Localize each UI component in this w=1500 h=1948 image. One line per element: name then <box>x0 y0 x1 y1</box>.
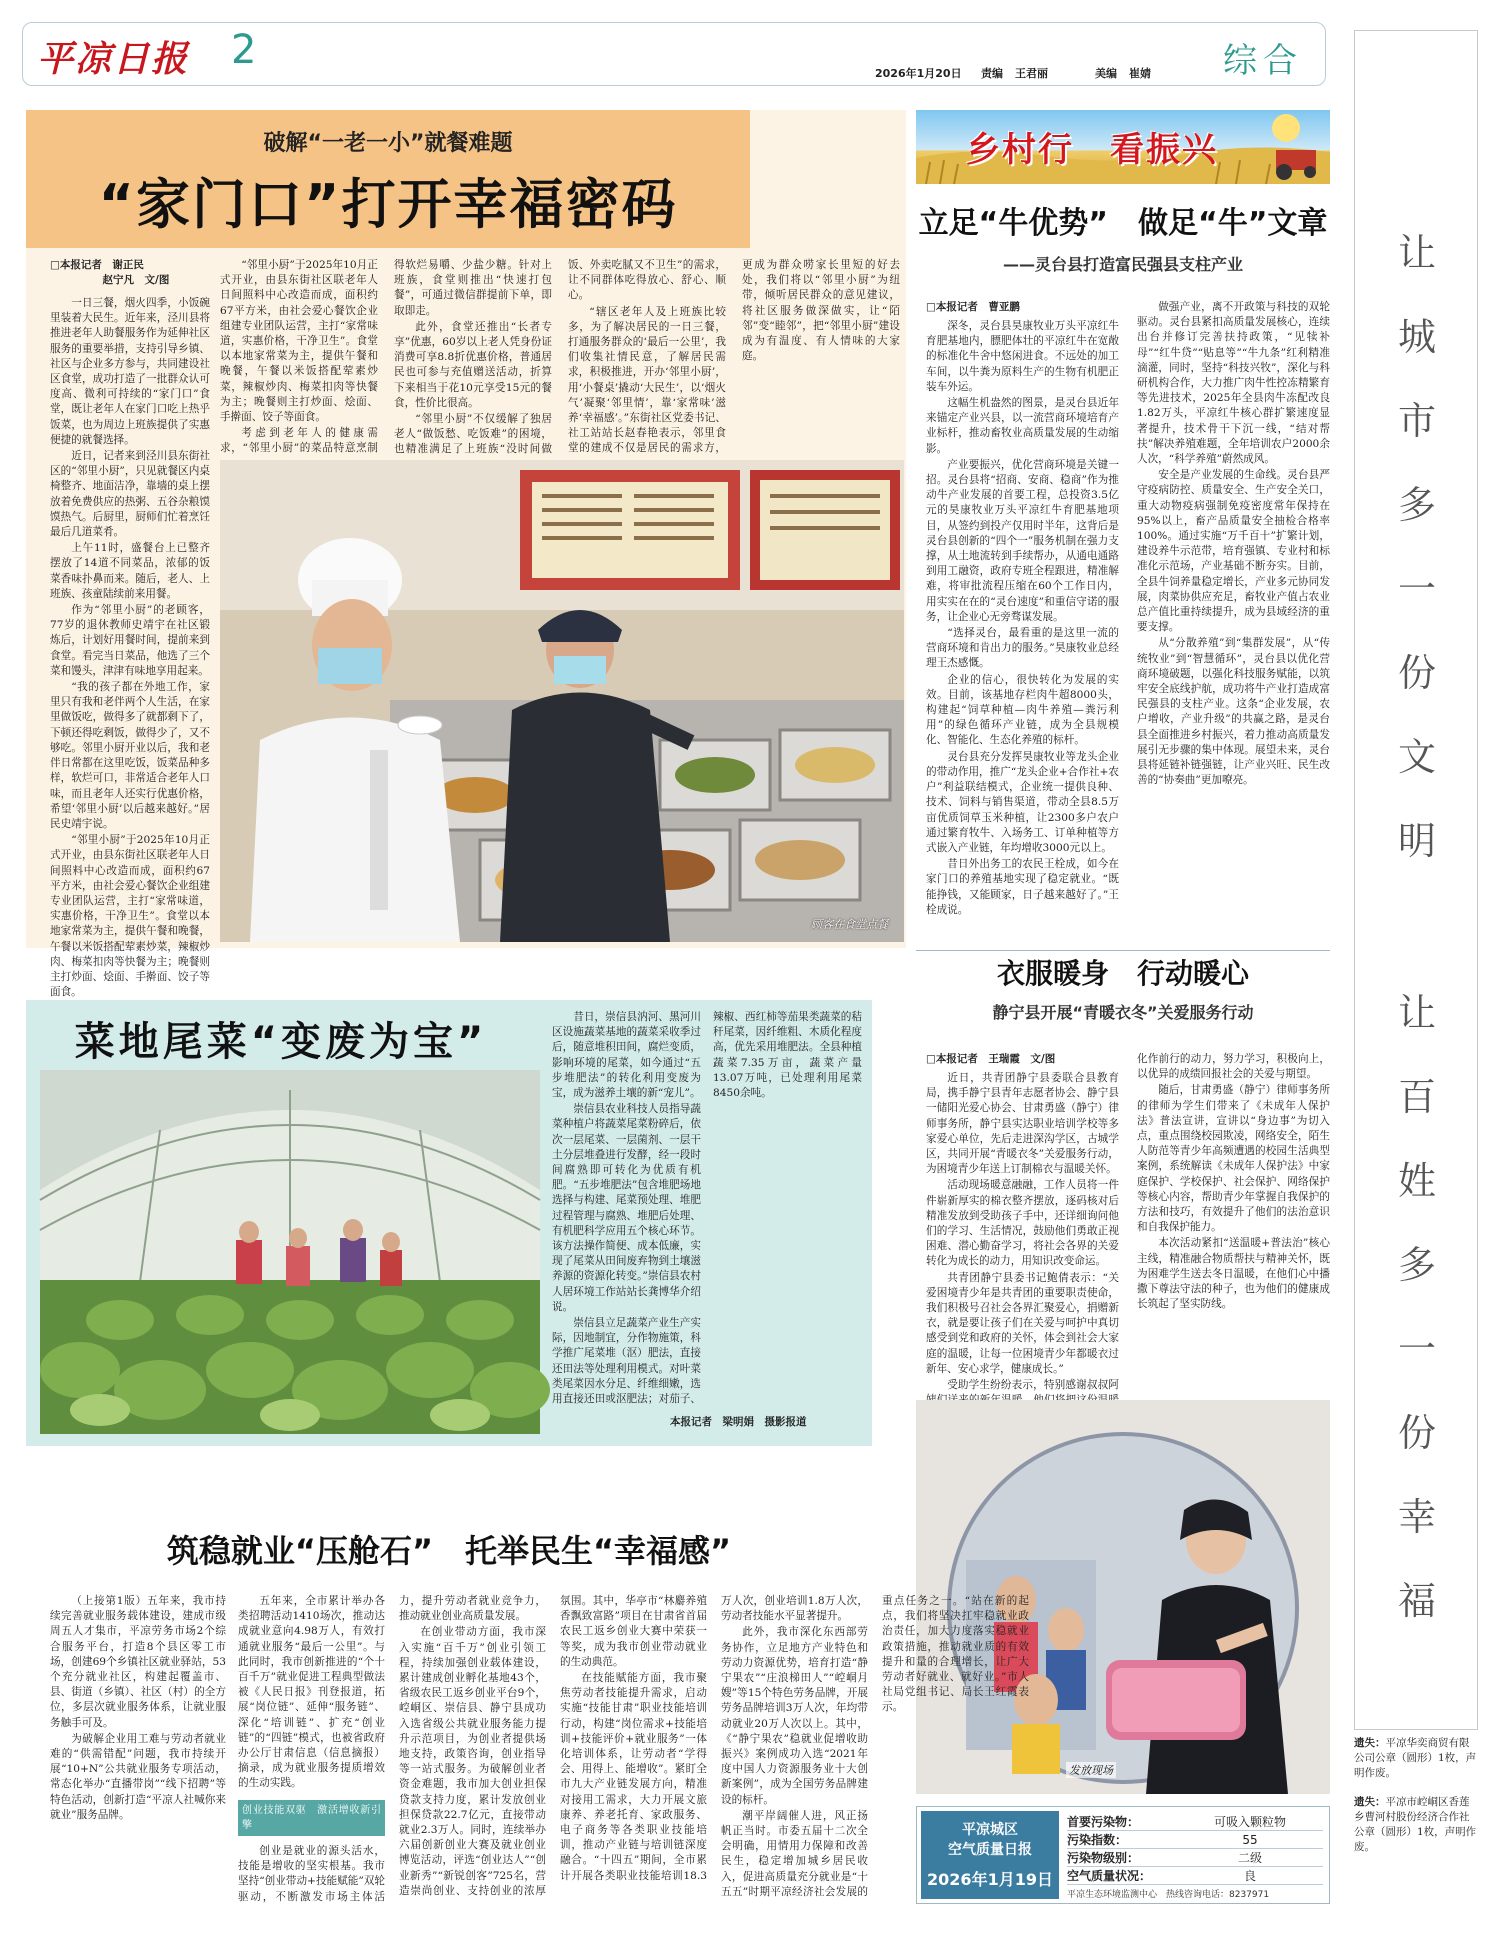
article4-body <box>552 1010 862 1410</box>
paragraph: 共青团静宁县委书记鲍倩表示：“关爱困境青少年是共青团的重要职责使命，我们积极号召社会各界汇聚爱心，捐赠新衣，就是要让孩子们在关爱与呵护中真切感受到党和政府的关怀，体会到社会大家庭的温暖，让每一位困境青少年都暖衣过新年、安心求学，健康成长。” <box>926 1271 1119 1375</box>
paragraph: 企业的信心，很快转化为发展的实效。目前，该基地存栏肉牛超8000头，构建起“饲草种植—肉牛养殖—粪污利用”的绿色循环产业链，成为全县规模化、智能化、生态化养殖的标杆。 <box>926 673 1119 747</box>
paragraph: 在技能赋能方面，我市聚焦劳动者技能提升需求，启动实施“技能甘肃”职业技能培训行动，构建“岗位需求+技能培训+技能评价+就业服务”一体化培训体系，让劳动者“学得会、用得上、能增收”。紧盯全市九大产业链发展方向，精准对接用工需求，大力开展文旅康养、养老托育、家政服务、电子商务等各类职业技能培训，推动产业链与培训链深度融合。“十四五”期间，全市累计开展各类职业技能培训18.3万人次，创业培训1.8万人次，劳动者技能水平显著提升。 <box>560 1595 868 1882</box>
paragraph: 昔日，崇信县汭河、黑河川区设施蔬菜基地的蔬菜采收季过后，随意堆积田间，腐烂变质，影响环境的尾菜，如今通过“五步堆肥法”的转化利用变废为宝，成为滋养土壤的新“宠儿”。 <box>552 1011 701 1100</box>
article1-headline: “家门口”打开幸福密码 <box>98 173 678 236</box>
editor-label: 责编 <box>981 67 1003 80</box>
slogan-char: 明 <box>1397 819 1436 863</box>
paragraph: 崇信县立足蔬菜产业生产实际，因地制宜，分作物施策，科学推广尾菜堆（沤）肥法，直接还田法等处理利用模式。对叶菜类尾菜因水分足、纤维细嫩，选用直接还田或沤肥法；对茄子、辣椒、西红柿等茄果类蔬菜的秸秆尾菜，因纤维粗、木质化程度高，优先采用堆肥法。全县种植蔬菜7.35万亩，蔬菜产量13.07万吨，已处理利用尾菜8450余吨。 <box>552 1011 862 1406</box>
slogan-line-2 <box>1375 971 1459 1643</box>
paragraph: “辖区老年人及上班族比较多，为了解决居民的一日三餐，打通服务群众的‘最后一公里’，我们收集社情民意，了解居民需求，积极推进，开办‘邻里小厨’，用‘小餐桌’撬动‘大民生’，以‘烟火气’凝聚‘邻里情’，靠‘家常味’滋养‘幸福感’。”东街社区党委书记、社工站站长赵春艳表示，邻里食堂的建成不仅是居民的需求方，更成为群众唠家长里短的好去处，我们将以“邻里小厨”为纽带，倾听居民群众的意见建议，将社区服务做深做实，让“陌邻”变“睦邻”，把“邻里小厨”建设成为有温度、有人情味的大家庭。 <box>568 259 900 455</box>
paragraph: 五年来，全市累计举办各类招聘活动1410场次，推动达成就业意向4.98万人，有效打通就业服务“最后一公里”。与此同时，我市创新推进的“个十百千万”就业促进工程典型做法被《人民日报》刊登报道，拓展“岗位链”、延伸“服务链”、深化“培训链”、扩充“创业链”的“四链”模式，也被省政府办公厅甘肃信息（信息摘报）摘录，成为就业服务提质增效的生动实践。 <box>238 1595 385 1790</box>
slogan-char: 百 <box>1397 1075 1436 1119</box>
notices <box>1354 1736 1478 1869</box>
canteen-photo-illustration <box>220 460 904 942</box>
aqi-row <box>1067 1813 1323 1831</box>
paragraph: 这幅生机盎然的图景，是灵台县近年来锚定产业兴县，以一流营商环境培育产业标杆，推动畜牧业高质量发展的生动缩影。 <box>926 397 1119 455</box>
paragraph: 崇信县农业科技人员指导蔬菜种植户将蔬菜尾菜粉碎后，依次一层尾菜、一层菌剂、一层干土分层堆叠进行发酵，经一段时间腐熟即可转化为优质有机肥。“五步堆肥法”包含堆肥场地选择与构建、尾菜预处理、堆肥过程管理与腐熟、堆肥后处理、有机肥科学应用五个核心环节。该方法操作简便、成本低廉，实现了尾菜从田间废弃物到土壤滋养源的资源化转变。”崇信县农村人居环境工作站站长龚博华介绍说。 <box>552 1103 701 1313</box>
paragraph: （上接第1版）五年来，我市持续完善就业服务载体建设，建成市级周五人才集市，平凉劳务市场2个综合服务平台，打造8个县区零工市场，创建69个乡镇社区就业驿站，53个充分就业社区，构建起覆盖市、县、街道（乡镇）、社区（村）的全方位，多层次就业服务体系，让就业服务触手可及。 <box>50 1595 226 1729</box>
article4-headline: 菜地尾菜“变废为宝” <box>74 1019 488 1065</box>
divider-right-1 <box>916 950 1330 951</box>
slogan-char: 多 <box>1397 483 1436 527</box>
paragraph: 受助学生纷纷表示，特别感谢叔叔阿 化作前行的动力，努力学习，积极向上，以优异的成绩回报社会的关爱与期望。 <box>947 1053 1330 1392</box>
article2-subhead: ——灵台县打造富民强县支柱产业 <box>1002 255 1243 274</box>
paragraph: 随后，甘肃勇盛（静宁）律师事务所的律师为学生们带来了《未成年人保护法》普法宣讲，宣讲以“身边事”为切入点，重点围绕校园欺凌，网络安全，陌生人防范等青少年高频遭遇的校园生活典型案例，系统解读《未成年人保护法》中家庭保护、学校保护、社会保护、网络保护等核心内容，帮助青少年掌握自我保护的方法和技巧，有效提升了他们的法治意识和自我保护能力。 <box>1137 1084 1330 1234</box>
masthead-logo: 平凉日报 <box>37 38 190 80</box>
aqi-row-value: 55 <box>1242 1833 1258 1847</box>
aqi-row <box>1067 1849 1323 1867</box>
article2-headline: 立足“牛优势” 做足“牛”文章 <box>918 206 1328 241</box>
aqi-date: 2026年1月19日 <box>927 1870 1053 1889</box>
slogan-char: 市 <box>1397 399 1436 443</box>
aqi-row-value: 二级 <box>1237 1851 1262 1865</box>
slogan-char: 多 <box>1397 1243 1436 1287</box>
paragraph: 近日，共青团静宁县委联合县教育局，携手静宁县青年志愿者协会、静宁县一储阳光爱心协会、甘肃勇盛（静宁）律师事务所，静宁县实达职业培训学校等多家爱心单位，先后走进深沟学区，古城学区，共同开展“青暖衣冬”关爱服务行动，为困境青少年送上订制棉衣与温暖关怀。 <box>926 1072 1119 1176</box>
paragraph: 创业是就业的源头活水，技能是增收的坚实根基。我市坚持“创业带动+技能赋能”双轮驱动，不断激发市场主体活力，提升劳动者就业竞争力，推动就业创业高质量发展。 <box>238 1595 546 1903</box>
slogan-char: 一 <box>1397 1327 1436 1371</box>
notice-item <box>1354 1795 1478 1855</box>
slogan-char: 城 <box>1397 315 1436 359</box>
notice-title: 遗失： <box>1354 1796 1386 1808</box>
paragraph: “邻里小厨”于2025年10月正式开业，由县东街社区联老年人日间照料中心改造而成，面积约67平方米，由社会爱心餐饮企业组建专业团队运营，主打“家常味道，实惠价格，干净卫生”。食堂以本地家常菜为主，提供午餐和晚餐，午餐以米饭搭配荤素炒菜，辣椒炒肉、梅菜扣肉等快餐为主；晚餐则主打炒面、烩面、手擀面、饺子等面食。 <box>220 259 378 424</box>
aqi-table <box>1067 1813 1323 1885</box>
paragraph: 一日三餐，烟火四季，小饭碗里装着大民生。近年来，泾川县将推进老年人助餐服务作为延伸社区服务的重要举措，支持引导乡镇、社区与企业多方参与，共同建设社区食堂，成功打造了一批群众认可度高、微利可持续的“家门口”食堂，既让老年人在家门口吃上热乎饭菜，也为周边上班族提供了实惠便捷的就餐选择。 <box>50 297 210 446</box>
rural-banner <box>916 110 1330 184</box>
paragraph: 此外，我市深化东西部劳务协作，立足地方产业特色和劳动力资源优势，培育打造“静宁果农”“庄浪梯田人”“崆峒月嫂”等15个特色劳务品牌，开展劳务品牌培训3万人次，年均带动就业20万人次以上。其中，《“静宁果农”稳就业促增收助振兴》案例成功入选“2021年度中国人力资源服务业十大创新案例”，成为全国劳务品牌建设的标杆。 <box>721 1626 868 1806</box>
paragraph: 活动现场暖意融融，工作人员将一件件崭新厚实的棉衣整齐摆放，逐码核对后精准发放到受助孩子手中，还详细询问他们的学习、生活情况，鼓励他们勇敢正视困难、潜心勤奋学习，将社会各界的关爱转化为成长的动力，用知识改变命运。 <box>926 1179 1119 1268</box>
paragraph: 做强产业，离不开政策与科技的双轮驱动。灵台县紧扣高质量发展核心，连续出台并修订完善扶持政策，“见犊补母”“红牛贷”“贴息等”“牛九条”红利精准滴灌，同时，坚持“科技兴牧”，深化与科研机构合作，大力推广肉牛性控冻精繁育等先进技术，2025年全县肉牛冻配改良1.82万头，平凉红牛核心群扩繁速度显著提升，技术骨干下沉一线，“结对帮扶”解决养殖难题，全年培训农户2000余人次，“科学养殖”蔚然成风。 <box>1137 301 1330 466</box>
article4-credit: 本报记者 梁明娟 摄影报道 <box>670 1416 807 1428</box>
slogan-line-1 <box>1375 211 1459 883</box>
aqi-title-panel <box>921 1811 1059 1899</box>
rural-banner-text: 乡村行 看振兴 <box>966 130 1218 170</box>
notice-title: 遗失： <box>1354 1737 1386 1749</box>
editor-name: 王君丽 <box>1015 67 1048 80</box>
paragraph: 昔日外出务工的农民王栓成，如今在家门口的养殖基地实现了稳定就业。“既能挣钱，又能顾家，日子越来越好了。”王栓成说。 <box>926 858 1119 916</box>
article1-topbar <box>750 110 906 248</box>
article1-byline-2: 赵宁凡 文/图 <box>50 274 170 286</box>
greenhouse-illustration <box>40 1070 540 1434</box>
aqi-row-label: 首要污染物： <box>1067 1815 1140 1829</box>
paragraph: 本次活动紧扣“送温暖+普法治”核心主线，精准融合物质帮扶与精神关怀，既为困难学生送去冬日温暖，在他们心中播撒下尊法守法的种子，也为他们的健康成长筑起了坚实防线。 <box>1137 1237 1330 1311</box>
paragraph: 在创业带动方面，我市深入实施“百千万”创业引领工程，持续加强创业载体建设，累计建成创业孵化基地43个，省级农民工返乡创业平台9个，崆峒区、崇信县、静宁县成功入选省级公共就业服务能力提升示范项目，为创业者提供场地支持，政策咨询，创业指导等一站式服务。为破解创业者资金难题，我市加大创业担保贷款支持力度，累计发放创业担保贷款22.7亿元，直接带动就业2.3万人。同时，连续举办六届创新创业大赛及就业创业博览活动，评选“创业达人”“创业新秀”“新锐创客”725名，营造崇尚创业、支持创业的浓厚氛围。其中，华亭市“林麝养殖香飘致富路”项目在甘肃省首届农民工返乡创业大赛中荣获一等奖，成为我市创业带动就业的生动典范。 <box>399 1595 707 1897</box>
article5-headline: 筑稳就业“压舱石” 托举民生“幸福感” <box>166 1532 732 1570</box>
article3-headline: 衣服暖身 行动暖心 <box>996 957 1249 990</box>
paragraph: 近日，记者来到泾川县东街社区的“邻里小厨”，只见就餐区内桌椅整齐、地面洁净，靠墙的桌上摆放着免费供应的热粥、五谷杂粮馍馍热气。后厨里，厨师们忙着烹饪最后几道菜肴。 <box>50 450 210 539</box>
paragraph: 从“分散养殖”到“集群发展”，从“传统牧业”到“智慧循环”，灵台县以优化营商环境破题，以强化科技服务赋能，以筑牢安全底线护航，成功将牛产业打造成富民强县的支柱产业。这条“企业发展，农户增收，产业升级”的共赢之路，是灵台县全面推进乡村振兴，着力推动高质量发展引无步骤的集中体现。展望未来，灵台县将延链补链强链，让产业兴旺、民生改善的“协奏曲”更加嘹亮。 <box>1137 637 1330 787</box>
masthead <box>22 22 1326 86</box>
slogan-char: 让 <box>1397 231 1436 275</box>
aqi-footer: 平凉生态环境监测中心 热线咨询电话：8237971 <box>1067 1890 1270 1900</box>
aqi-box <box>916 1806 1330 1904</box>
slogan-panel <box>1354 30 1478 1730</box>
issue-date: 2026年1月20日 <box>875 67 962 80</box>
slogan-char: 一 <box>1397 567 1436 611</box>
aqi-row-label: 污染指数： <box>1067 1833 1128 1847</box>
slogan-char: 份 <box>1397 1411 1436 1455</box>
paragraph: 上午11时，盛餐台上已整齐摆放了14道不同菜品，浓郁的饭菜香味扑鼻而来。随后，老人、上班族、孩童陆续前来用餐。 <box>50 542 210 600</box>
article1-header <box>26 110 750 248</box>
page-number: 2 <box>231 27 257 73</box>
slogan-char: 份 <box>1397 651 1436 695</box>
article2-byline: □本报记者 曹亚鹏 <box>926 301 1020 313</box>
aqi-row <box>1067 1831 1323 1849</box>
article3-photo-caption: 发放现场 <box>1066 1762 1116 1778</box>
article3-body <box>926 1052 1330 1414</box>
paragraph: 为破解企业用工难与劳动者就业难的“供需错配”问题，我市持续开展“10+N”公共就业服务专项活动，常态化举办“直播带岗”“线下招聘”等特色活动，创新打造“平凉人社喊你来就业”服务品牌。 <box>50 1732 226 1821</box>
article1-column-1 <box>50 258 210 999</box>
article1-kicker: 破解“一老一小”就餐难题 <box>263 131 513 156</box>
slogan-char: 福 <box>1397 1579 1436 1623</box>
article2-body <box>926 300 1330 940</box>
paragraph: 潮平岸阔催人进，风正扬帆正当时。市委五届十二次全会明确，用情用力保障和改善民生，稳定增加城乡居民收入，促进高质量充分就业是“十五五”时期平凉经济社会发展的重点任务之一。“站在新的起点，我们将坚决扛牢稳就业政治责任，加大力度落实稳就业政策措施，推动就业质的有效提升和量的合理增长，让广大劳动者好就业、就好业。”市人社局党组书记、局长王红霞表示。 <box>721 1595 1029 1898</box>
slogan-char: 幸 <box>1397 1495 1436 1539</box>
paragraph: 考虑到老年人的健康需求，“邻里小厨”的菜品特意烹制得软烂易嚼、少盐少糖。针对上班族，食堂则推出“快速打包餐”，可通过微信群提前下单，即取即走。 <box>220 259 552 455</box>
article5-section-label: 创业技能双驱 激活增收新引擎 <box>238 1800 385 1836</box>
paragraph: 产业要振兴，优化营商环境是关键一招。灵台县将“招商、安商、稳商”作为推动牛产业发展的首要工程，总投资3.5亿元的昊康牧业万头平凉红牛育肥基地项目，从签约到投产仅用时半年，这背后是灵台县创新的“四个一”服务机制在强力支撑，从土地流转到手续帮办，从通电通路到用工融资，政府专班全程跟进，精准解难，将审批流程压缩在60个工作日内，用实实在在的“灵台速度”和重信守诺的服务，让企业心无旁骛谋发展。 <box>926 458 1119 623</box>
notice-text: 平凉华奕商贸有限公司公章（圆形）1枚，声明作废。 <box>1354 1737 1477 1779</box>
paragraph: “我的孩子都在外地工作，家里只有我和老伴两个人生活，在家里做饭吃，做得多了就都剩下了，下顿还得吃剩饭，做得少了，又不够吃。邻里小厨开业以后，我和老伴日常都在这里吃饭，饭菜品种多样，软烂可口，非常适合老年人口味，而且老年人还实行优惠价格，希望‘邻里小厨’以后越来越好。”居民史靖宇说。 <box>50 681 210 830</box>
aqi-row <box>1067 1867 1323 1885</box>
paragraph: “邻里小厨”不仅缓解了独居老人“做饭愁、吃饭难”的困境，也精准满足了上班族“没时间做饭、外卖吃腻又不卫生”的需求，让不同群体吃得放心、舒心、顺心。 <box>394 259 726 456</box>
aqi-row-label: 污染物级别： <box>1067 1851 1140 1865</box>
article1-photo <box>220 460 904 942</box>
article1-byline-1: □本报记者 谢正民 <box>50 259 144 271</box>
aqi-title-2: 空气质量日报 <box>948 1842 1032 1858</box>
paragraph: “选择灵台，最看重的是这里一流的营商环境和肯出力的服务。”昊康牧业总经理王杰感慨。 <box>926 627 1119 670</box>
slogan-char: 姓 <box>1397 1159 1436 1203</box>
paragraph: 作为“邻里小厨”的老顾客，77岁的退休教师史靖宇在社区锻炼后，计划好用餐时间，提前来到食堂。看完当日菜品，他选了三个菜和馒头，津津有味地享用起来。 <box>50 604 210 677</box>
article3-byline: □本报记者 王瑞霞 文/图 <box>926 1053 1056 1065</box>
paragraph: 此外，食堂还推出“长者专享”优惠，60岁以上老人凭身份证消费可享8.8折优惠价格，普通居民也可参与充值赠送活动，折算下来相当于花10元享受15元的餐食，性价比很高。 <box>394 320 552 409</box>
aqi-title-1: 平凉城区 <box>962 1822 1018 1838</box>
article3-subhead: 静宁县开展“青暖衣冬”关爱服务行动 <box>992 1003 1254 1022</box>
article1-column-2 <box>220 258 900 458</box>
paragraph: “邻里小厨”于2025年10月正式开业，由县东街社区联老年人日间照料中心改造而成，面积约67平方米，由社会爱心餐饮企业组建专业团队运营，主打“家常味道，实惠价格，干净卫生”。食堂以本地家常菜为主，提供午餐和晚餐，午餐以米饭搭配荤素炒菜，辣椒炒肉、梅菜扣肉等快餐为主；晚餐则主打炒面、烩面、手擀面、饺子等面食。 <box>50 834 210 999</box>
aqi-row-label: 空气质量状况： <box>1067 1869 1152 1883</box>
slogan-char: 让 <box>1397 991 1436 1035</box>
article1-photo-caption: 顾客在食堂点餐 <box>811 918 888 931</box>
notice-text: 平凉市崆峒区香莲乡曹河村股份经济合作社公章（圆形）1枚，声明作废。 <box>1354 1796 1477 1853</box>
article4-photo <box>40 1070 540 1434</box>
aqi-row-value: 可吸入颗粒物 <box>1213 1815 1286 1829</box>
notice-item <box>1354 1736 1478 1781</box>
paragraph: 灵台县充分发挥昊康牧业等龙头企业的带动作用，推广“龙头企业+合作社+农户”利益联结模式，企业统一提供良种、技术、饲料与销售渠道，带动全县8.5万亩优质饲草玉米种植，让2300多户农户通过繁育牧牛、入场务工、订单种植等方式嵌入产业链，年均增收3000元以上。 <box>926 750 1119 854</box>
section-name: 综合 <box>1223 41 1303 81</box>
designer-label: 美编 <box>1095 67 1117 80</box>
paragraph: 深冬，灵台县昊康牧业万头平凉红牛育肥基地内，膘肥体壮的平凉红牛在宽敞的标准化牛舍中悠闲进食。不远处的加工车间，以牛粪为原料生产的生物有机肥正装车外运。 <box>926 320 1119 393</box>
designer-name: 崔婧 <box>1129 67 1151 80</box>
article5-body-left <box>50 1594 226 1914</box>
slogan-char: 文 <box>1397 735 1436 779</box>
aqi-row-value: 良 <box>1243 1869 1256 1883</box>
paragraph: 安全是产业发展的生命线。灵台县严守疫病防控、质量安全、生产安全关口，重大动物疫病强制免疫密度常年保持在95%以上，畜产品质量安全抽检合格率100%。通过实施“万千百十”扩繁计划，建设养牛示范带，培育强镇、专业村和标准化示范场，产业基础不断夯实。目前，全县牛饲养量稳定增长，产业多元协同发展，肉菜协供应充足，畜牧业产值占农业总产值比重持续提升，成为县域经济的重要支撑。 <box>1137 469 1330 634</box>
